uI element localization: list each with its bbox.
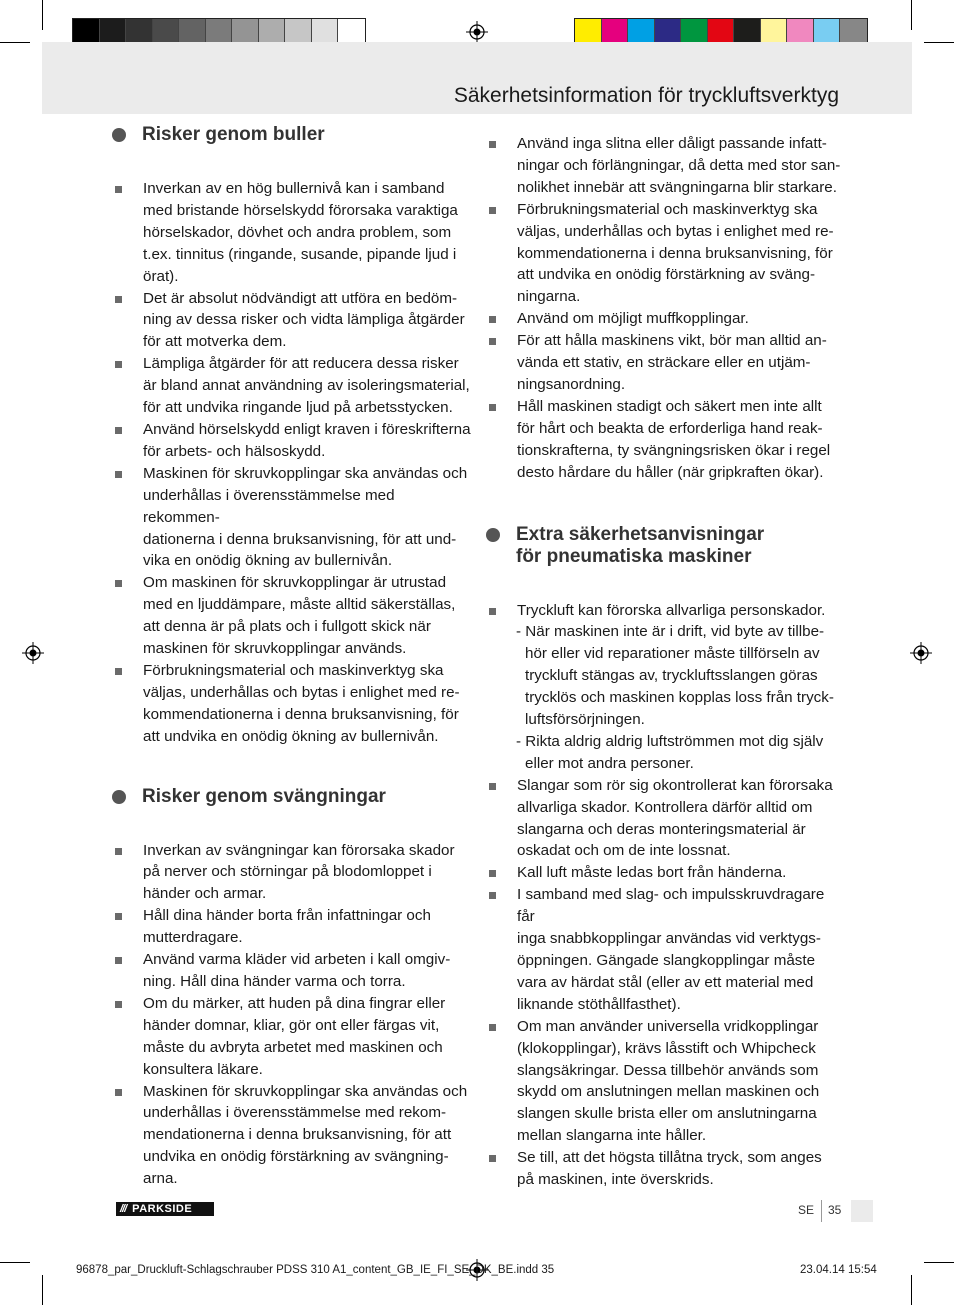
square-bullet-icon [115, 580, 122, 587]
list-item: Förbrukningsmaterial och maskinverktyg ska väljas, underhållas och bytas i enlighet med re- kommendationerna i denna bruksanvisning, för att undvika en onödig förstärkning av sväng- ningarna. [486, 199, 841, 309]
square-bullet-icon [115, 186, 122, 193]
square-bullet-icon [489, 338, 496, 345]
list-item: Det är absolut nödvändigt att utföra en bedöm- ning av dessa risker och vidta lämpliga åtgärder för att motverka dem. [112, 288, 474, 354]
list-item: Lämpliga åtgärder för att reducera dessa risker är bland annat användning av isoleringsmaterial, för att undvika ringande ljud på arbetsstycken. [112, 353, 474, 419]
square-bullet-icon [115, 957, 122, 964]
square-bullet-icon [489, 207, 496, 214]
crop-mark [42, 0, 43, 30]
section-heading: Risker genom svängningar [112, 786, 474, 808]
list-item: Inverkan av en hög bullernivå kan i samband med bristande hörselskydd förorsaka varaktiga hörselskador, dövhet och andra problem, som t.ex. tinnitus (ringande, susande, pipande ljud i örat). [112, 178, 474, 288]
registration-mark-icon [22, 642, 44, 664]
list-item: Använd hörselskydd enligt kraven i föreskrifterna för arbets- och hälsoskydd. [112, 419, 474, 463]
list-item: Inverkan av svängningar kan förorsaka skador på nerver och störningar på blodomloppet i händer och armar. [112, 840, 474, 906]
footer-divider [821, 1200, 822, 1222]
square-bullet-icon [489, 892, 496, 899]
registration-mark-icon [910, 642, 932, 664]
list-item: Om man använder universella vridkopplingar (klokopplingar), krävs låsstift och Whipcheck slangsäkringar. Dessa tillbehör används som skydd om anslutningen mellan maskinen och slangen skulle brista eller om anslutningarna mellan slangarna inte håller. [486, 1016, 841, 1147]
square-bullet-icon [115, 913, 122, 920]
square-bullet-icon [115, 668, 122, 675]
print-slug-filename: 96878_par_Druckluft-Schlagschrauber PDSS 310 A1_content_GB_IE_FI_SE_DK_BE.indd 35 [76, 1264, 555, 1276]
list-item: Om maskinen för skruvkopplingar är utrustad med en ljuddämpare, måste alltid säkerställas, att denna är på plats och i fullgott skick när maskinen för skruvkopplingar används. [112, 572, 474, 660]
page-number: 35 [828, 1203, 842, 1217]
bullet-list [486, 133, 841, 484]
footer-tab [851, 1200, 873, 1222]
list-item: Slangar som rör sig okontrollerat kan förorsaka allvarliga skador. Kontrollera därför alltid om slangarna och deras monteringsmaterial är oskadat och om de inte lossnat. [486, 775, 841, 863]
right-column [486, 133, 841, 1191]
crop-mark [924, 42, 954, 43]
list-item: Förbrukningsmaterial och maskinverktyg ska väljas, underhållas och bytas i enlighet med re- kommendationerna i denna bruksanvisning, för att undvika en onödig ökning av bullernivån. [112, 660, 474, 748]
bullet-list [112, 840, 474, 1191]
parkside-logo: /// PARKSIDE [116, 1202, 214, 1216]
list-item: Använd om möjligt muffkopplingar. [486, 308, 841, 330]
sub-list-item: - När maskinen inte är i drift, vid byte av tillbe- hör eller vid reparationer måste tillförseln av tryckluft stängas av, tryckluftsslangen göras trycklös och maskinen kopplas loss från tryck- luftsförsörjningen. [516, 623, 834, 729]
square-bullet-icon [115, 1089, 122, 1096]
square-bullet-icon [115, 471, 122, 478]
left-column [112, 124, 474, 1190]
list-item: Använd varma kläder vid arbeten i kall omgiv- ning. Håll dina händer varma och torra. [112, 949, 474, 993]
heading-bullet-icon [112, 790, 126, 804]
list-item: Håll maskinen stadigt och säkert men inte allt för hårt och beakta de erforderliga hand reak- tionskrafterna, ty svängningsrisken ökar i regel desto hårdare du håller (när gripkraften ökar). [486, 396, 841, 484]
list-item: I samband med slag- och impulsskruvdragare får inga snabbkopplingar användas vid verktygs- öppningen. Gängade slangkopplingar måste vara av härdat stål (eller av ett material med liknande stöthållfasthet). [486, 884, 841, 1015]
heading-bullet-icon [486, 528, 500, 542]
language-code: SE [798, 1203, 815, 1217]
list-item: Håll dina händer borta från infattningar och mutterdragare. [112, 905, 474, 949]
list-item: Maskinen för skruvkopplingar ska användas och underhållas i överensstämmelse med rekom- mendationerna i denna bruksanvisning, för att undvika en onödig förstärkning av svängning- arna. [112, 1081, 474, 1191]
crop-mark [911, 1275, 912, 1305]
sub-list-item: - Rikta aldrig aldrig luftströmmen mot dig själv eller mot andra personer. [516, 732, 824, 772]
registration-mark-icon [466, 21, 488, 43]
list-item: Kall luft måste ledas bort från händerna. [486, 862, 841, 884]
list-item: Tryckluft kan förorska allvarliga personskador. [486, 600, 841, 622]
bullet-list [112, 178, 474, 748]
heading-bullet-icon [112, 128, 126, 142]
list-item: Se till, att det högsta tillåtna tryck, som anges på maskinen, inte överskrids. [486, 1147, 841, 1191]
square-bullet-icon [489, 404, 496, 411]
square-bullet-icon [489, 316, 496, 323]
square-bullet-icon [489, 141, 496, 148]
crop-mark [0, 1262, 30, 1263]
bullet-list [486, 600, 841, 1191]
square-bullet-icon [489, 870, 496, 877]
square-bullet-icon [115, 427, 122, 434]
square-bullet-icon [115, 361, 122, 368]
square-bullet-icon [489, 1024, 496, 1031]
section-heading: Extra säkerhetsanvisningar för pneumatiska maskiner [486, 524, 841, 568]
list-item: Använd inga slitna eller dåligt passande infatt- ningar och förlängningar, då detta med stor san- nolikhet innebär att svängningarna blir starkare. [486, 133, 841, 199]
list-item: Maskinen för skruvkopplingar ska användas och underhållas i överensstämmelse med rekommen- dationerna i denna bruksanvisning, för att und- vika en onödig ökning av bullernivån. [112, 463, 474, 573]
square-bullet-icon [489, 608, 496, 615]
crop-mark [911, 0, 912, 30]
square-bullet-icon [115, 1001, 122, 1008]
section-heading: Risker genom buller [112, 124, 474, 146]
crop-mark [42, 1275, 43, 1305]
list-item: Om du märker, att huden på dina fingrar eller händer domnar, kliar, gör ont eller färgas vit, måste du avbryta arbetet med maskinen och konsultera läkare. [112, 993, 474, 1081]
square-bullet-icon [115, 296, 122, 303]
square-bullet-icon [489, 783, 496, 790]
page-title: Säkerhetsinformation för tryckluftsverktyg [453, 84, 839, 107]
list-item: För att hålla maskinens vikt, bör man alltid an- vända ett stativ, en sträckare eller en utjäm- ningsanordning. [486, 330, 841, 396]
crop-mark [924, 1262, 954, 1263]
crop-mark [0, 42, 30, 43]
square-bullet-icon [489, 1155, 496, 1162]
square-bullet-icon [115, 848, 122, 855]
print-slug-date: 23.04.14 15:54 [800, 1264, 877, 1276]
